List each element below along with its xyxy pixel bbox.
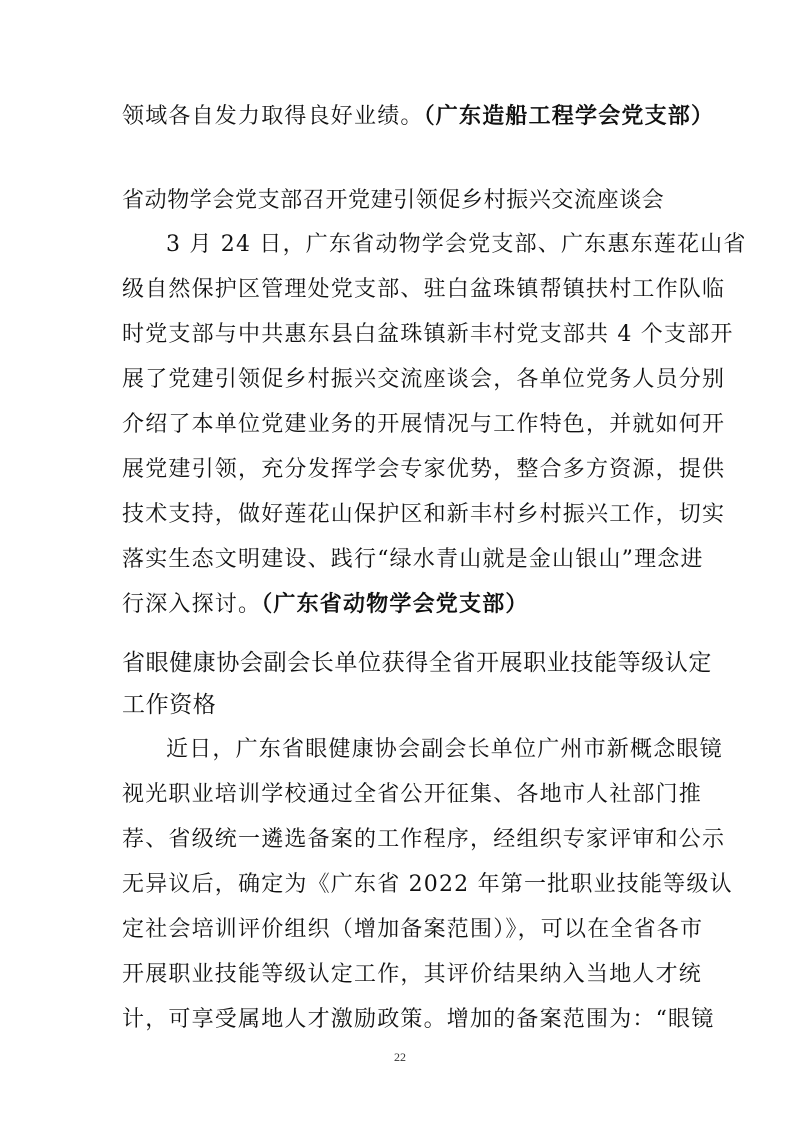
article-heading-line: 省眼健康协会副会长单位获得全省开展职业技能等级认定 — [122, 650, 712, 676]
continuation-text: 领域各自发力取得良好业绩。 — [122, 104, 424, 129]
paragraph-line: 技术支持，做好莲花山保护区和新丰村乡村振兴工作，切实 — [122, 502, 726, 527]
paragraph-line: 计，可享受属地人才激励政策。增加的备案范围为：“眼镜 — [122, 1007, 715, 1032]
continuation-line — [122, 102, 715, 132]
paragraph-line: 展了党建引领促乡村振兴交流座谈会，各单位党务人员分别 — [122, 367, 726, 392]
paragraph-line: 时党支部与中共惠东县白盆珠镇新丰村党支部共 4 个支部开 — [122, 322, 734, 347]
article-heading-line: 工作资格 — [122, 692, 217, 718]
page-number: 22 — [394, 1050, 406, 1064]
paragraph-line: 荐、省级统一遴选备案的工作程序，经组织专家评审和公示 — [122, 827, 726, 852]
paragraph-line: 介绍了本单位党建业务的开展情况与工作特色，并就如何开 — [122, 412, 726, 437]
article-heading: 省动物学会党支部召开党建引领促乡村振兴交流座谈会 — [122, 188, 665, 213]
source-attribution: （广东省动物学会党支部） — [261, 592, 529, 617]
paragraph-line: 级自然保护区管理处党支部、驻白盆珠镇帮镇扶村工作队临 — [122, 277, 726, 302]
paragraph-text: 行深入探讨。 — [122, 592, 262, 617]
paragraph-line: 定社会培训评价组织（增加备案范围）》，可以在全省各市 — [122, 917, 704, 942]
paragraph-line: 落实生态文明建设、践行“绿水青山就是金山银山”理念进 — [122, 547, 704, 572]
paragraph-line: 近日，广东省眼健康协会副会长单位广州市新概念眼镜 — [166, 737, 723, 762]
paragraph-line: 3 月 24 日，广东省动物学会党支部、广东惠东莲花山省 — [166, 232, 747, 257]
paragraph-line-last — [122, 590, 682, 620]
source-attribution: （广东造船工程学会党支部） — [423, 104, 715, 129]
paragraph-line: 无异议后，确定为《广东省 2022 年第一批职业技能等级认 — [122, 872, 733, 897]
paragraph-line: 展党建引领，充分发挥学会专家优势，整合多方资源，提供 — [122, 457, 726, 482]
paragraph-line: 开展职业技能等级认定工作，其评价结果纳入当地人才统 — [122, 962, 703, 987]
paragraph-line: 视光职业培训学校通过全省公开征集、各地市人社部门推 — [122, 782, 703, 807]
